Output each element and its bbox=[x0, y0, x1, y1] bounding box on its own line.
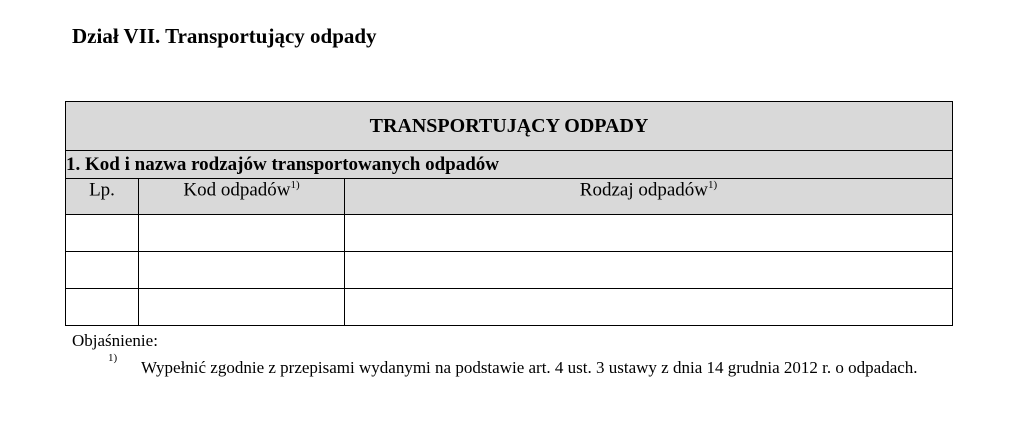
table-cell-waste-code[interactable] bbox=[139, 252, 345, 289]
table-header-row bbox=[66, 179, 953, 215]
table-cell-waste-type[interactable] bbox=[345, 215, 953, 252]
column-header-lp-label: Lp. bbox=[89, 179, 115, 201]
column-header-waste-code-sup: 1) bbox=[290, 179, 300, 191]
column-header-waste-type bbox=[345, 179, 953, 215]
table-subtitle: 1. Kod i nazwa rodzajów transportowanych odpadów bbox=[66, 151, 953, 179]
table-cell-waste-type[interactable] bbox=[345, 289, 953, 326]
footnote-label: Objaśnienie: bbox=[72, 331, 158, 350]
waste-transport-table bbox=[65, 101, 953, 326]
footnote-marker: 1) bbox=[108, 352, 118, 364]
table-title: TRANSPORTUJĄCY ODPADY bbox=[66, 102, 953, 151]
section-heading: Dział VII. Transportujący odpady bbox=[72, 24, 377, 48]
column-header-waste-type-sup: 1) bbox=[708, 179, 718, 191]
column-header-waste-code bbox=[139, 179, 345, 215]
table-cell-waste-code[interactable] bbox=[139, 215, 345, 252]
table-cell-lp[interactable] bbox=[66, 215, 139, 252]
footnote-text: Wypełnić zgodnie z przepisami wydanymi na podstawie art. 4 ust. 3 ustawy z dnia 14 grudnia 2012 r. o odpadach. bbox=[141, 358, 918, 377]
table-subtitle-row bbox=[66, 151, 953, 179]
table-cell-waste-type[interactable] bbox=[345, 252, 953, 289]
table-row bbox=[66, 215, 953, 252]
table-row bbox=[66, 252, 953, 289]
column-header-lp bbox=[66, 179, 139, 215]
table-cell-waste-code[interactable] bbox=[139, 289, 345, 326]
column-header-waste-code-label: Kod odpadów bbox=[183, 179, 291, 201]
table-cell-lp[interactable] bbox=[66, 252, 139, 289]
table-row bbox=[66, 289, 953, 326]
column-header-waste-type-label: Rodzaj odpadów bbox=[579, 179, 709, 201]
table-title-row bbox=[66, 102, 953, 151]
table-cell-lp[interactable] bbox=[66, 289, 139, 326]
